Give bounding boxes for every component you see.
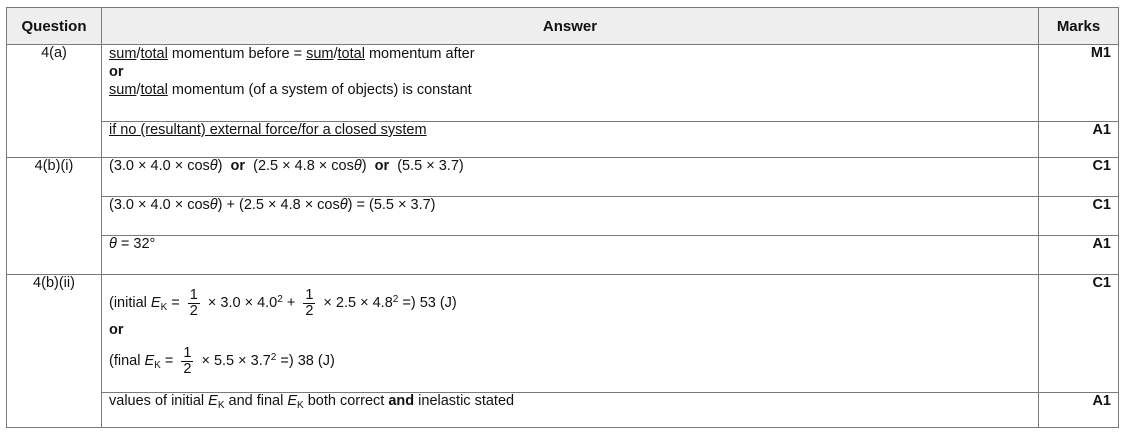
question-label-4bii: 4(b)(ii) [7, 275, 102, 428]
mark-cell: M1 [1039, 45, 1119, 122]
header-row [7, 8, 1119, 45]
mark-cell: C1 [1039, 197, 1119, 236]
answer-cell [102, 122, 1039, 158]
mark-cell: A1 [1039, 122, 1119, 158]
fraction: $\frac{1}{2}$ [189, 286, 198, 319]
header-question: Question [7, 8, 102, 45]
or-label: or [109, 322, 124, 338]
q4bi-row-2 [7, 197, 1119, 236]
q4a-row-1 [7, 45, 1119, 122]
q4bii-row-1 [7, 275, 1119, 393]
answer-line: (initial $E_K$ = $\frac{1}{2}$ × $3.0 \times 4.0^2$ + $\frac{1}{2}$ × $2.5 \times 4.8^2$ =) 53 (J) [109, 286, 457, 319]
answer-cell: (3.0 × 4.0 × cosθ) + (2.5 × 4.8 × cosθ) = (5.5 × 3.7) [102, 197, 1039, 236]
q4a-row-2 [7, 122, 1119, 158]
mark-cell: C1 [1039, 158, 1119, 197]
q4bi-row-3 [7, 236, 1119, 275]
header-answer: Answer [102, 8, 1039, 45]
q4bii-row-2 [7, 393, 1119, 428]
question-label-4a: 4(a) [7, 45, 102, 158]
mark-cell: A1 [1039, 236, 1119, 275]
answer-line: (final $E_K$ = $\frac{1}{2}$ × $5.5 \times 3.7^2$ =) 38 (J) [109, 344, 335, 377]
mark-cell: C1 [1039, 275, 1119, 393]
fraction: $\frac{1}{2}$ [183, 344, 192, 377]
mark-scheme-table [6, 7, 1119, 428]
mark-cell: A1 [1039, 393, 1119, 428]
or-label: or [230, 158, 246, 174]
question-label-4bi: 4(b)(i) [7, 158, 102, 275]
q4bi-row-1 [7, 158, 1119, 197]
answer-text: if no (resultant) external force/for a closed system [109, 122, 427, 138]
answer-line: sum/total momentum before = sum/total momentum after [109, 46, 475, 62]
answer-line: sum/total momentum (of a system of objects) is constant [109, 82, 472, 98]
or-label: or [109, 64, 124, 80]
answer-cell [102, 275, 1039, 393]
header-marks: Marks [1039, 8, 1119, 45]
fraction: $\frac{1}{2}$ [305, 286, 314, 319]
or-label: or [374, 158, 390, 174]
answer-cell: values of initial $E_K$ and final $E_K$ both correct and inelastic stated [102, 393, 1039, 428]
answer-cell [102, 45, 1039, 122]
answer-cell: θ = 32° [102, 236, 1039, 275]
answer-cell: (3.0 × 4.0 × cosθ) or (2.5 × 4.8 × cosθ) or (5.5 × 3.7) [102, 158, 1039, 197]
